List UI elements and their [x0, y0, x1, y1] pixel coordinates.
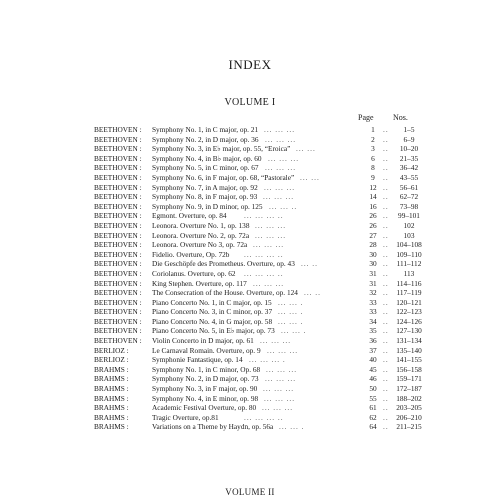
leader-dots-short: .. — [383, 240, 389, 250]
leader-dots-short: .. — [383, 163, 389, 173]
composer-name: BEETHOVEN : — [94, 230, 142, 240]
item-numbers: 172–187 — [396, 384, 422, 394]
index-entry — [94, 192, 474, 202]
page-number: 34 — [369, 316, 377, 326]
item-numbers: 62–72 — [399, 192, 419, 202]
index-entry — [94, 346, 474, 356]
leader-dots-short: .. — [383, 297, 389, 307]
composer-name: BEETHOVEN : — [94, 278, 142, 288]
composer-name: BEETHOVEN : — [94, 326, 142, 336]
composer-name: BEETHOVEN : — [94, 316, 142, 326]
leader-dots-short: .. — [383, 220, 389, 230]
composer-name: BEETHOVEN : — [94, 192, 142, 202]
index-entry — [94, 250, 474, 260]
work-title: Symphony No. 1, in C minor, Op. 68 — [152, 364, 261, 374]
leader-dots: ... ... . — [281, 326, 307, 336]
item-numbers: 21–35 — [399, 153, 419, 163]
work-title: Symphony No. 3, in E♭ major, op. 55, “Eroica” — [152, 144, 291, 154]
item-numbers: 117–119 — [396, 288, 422, 298]
index-entry — [94, 355, 474, 365]
page-number: 32 — [369, 288, 377, 298]
leader-dots-short: .. — [383, 125, 389, 134]
composer-name: BEETHOVEN : — [94, 125, 142, 134]
item-numbers: 188–202 — [396, 393, 422, 403]
item-numbers: 111–112 — [396, 259, 422, 269]
work-title: Le Carnaval Romain. Overture, op. 9 — [152, 345, 261, 355]
index-entry — [94, 240, 474, 250]
item-numbers: 203–205 — [396, 403, 422, 413]
page-title: INDEX — [228, 57, 272, 72]
volume-heading-2: VOLUME II — [225, 487, 275, 497]
leader-dots: ... ... ... — [265, 134, 297, 144]
leader-dots-short: .. — [383, 384, 389, 394]
index-entry — [94, 374, 474, 384]
item-numbers: 120–121 — [396, 297, 422, 307]
item-numbers: 141–155 — [396, 355, 422, 365]
work-title: Piano Concerto No. 5, in E♭ major, op. 73 — [152, 326, 275, 336]
page-number: 30 — [369, 249, 377, 259]
leader-dots: ... ... ... — [268, 153, 300, 163]
page-number: 6 — [371, 153, 375, 163]
work-title: Piano Concerto No. 1, in C major, op. 15 — [152, 297, 272, 307]
work-title: Piano Concerto No. 4, in G major, op. 58 — [152, 316, 273, 326]
work-title: Egmont. Overture, op. 84 — [152, 211, 227, 221]
index-entry — [94, 163, 474, 173]
item-numbers: 102 — [403, 220, 415, 230]
page-number: 31 — [369, 278, 377, 288]
leader-dots: ... ... ... — [267, 345, 299, 355]
leader-dots-short: .. — [383, 326, 389, 336]
leader-dots-short: .. — [383, 211, 389, 221]
leader-dots-short: .. — [383, 249, 389, 259]
leader-dots: ... ... . — [278, 316, 304, 326]
index-entry — [94, 317, 474, 327]
work-title: Academic Festival Overture, op. 80 — [152, 403, 257, 413]
leader-dots-short: .. — [383, 336, 389, 346]
leader-dots-short: .. — [383, 278, 389, 288]
item-numbers: 135–140 — [396, 345, 422, 355]
leader-dots: ... .. — [301, 259, 318, 269]
leader-dots: ... ... ... — [265, 374, 297, 384]
index-entries — [94, 125, 474, 432]
leader-dots-short: .. — [383, 307, 389, 317]
work-title: Fidelio. Overture, Op. 72b — [152, 249, 230, 259]
index-entry — [94, 144, 474, 154]
leader-dots: ... ... . — [279, 422, 305, 432]
composer-name: BEETHOVEN : — [94, 144, 142, 154]
leader-dots-short: .. — [383, 422, 389, 432]
work-title: King Stephen. Overture, op. 117 — [152, 278, 247, 288]
composer-name: BEETHOVEN : — [94, 182, 142, 192]
index-entry — [94, 336, 474, 346]
work-title: Symphony No. 5, in C minor, op. 67 — [152, 163, 259, 173]
index-entry — [94, 183, 474, 193]
leader-dots: ... ... ... — [262, 403, 294, 413]
page-number: 62 — [369, 412, 377, 422]
composer-name: BRAHMS : — [94, 393, 129, 403]
work-title: The Consecration of the House. Overture, op. 124 — [152, 288, 298, 298]
leader-dots-short: .. — [383, 182, 389, 192]
composer-name: BRAHMS : — [94, 403, 129, 413]
item-numbers: 104–108 — [396, 240, 422, 250]
work-title: Leonora. Overture No. 2, op. 72a — [152, 230, 250, 240]
leader-dots: ... ... . — [278, 297, 304, 307]
composer-name: BEETHOVEN : — [94, 134, 142, 144]
page-number: 26 — [369, 220, 377, 230]
item-numbers: 113 — [403, 268, 415, 278]
work-title: Leonora. Overture No. 1, op. 138 — [152, 220, 250, 230]
page-number: 37 — [369, 345, 377, 355]
leader-dots-short: .. — [383, 172, 389, 182]
page-number: 27 — [369, 230, 377, 240]
index-entry — [94, 307, 474, 317]
work-title: Tragic Overture, op.81 — [152, 412, 219, 422]
leader-dots: ... ... ... — [263, 384, 295, 394]
index-entry — [94, 154, 474, 164]
leader-dots: ... ... ... — [253, 240, 285, 250]
leader-dots-short: .. — [383, 403, 389, 413]
composer-name: BEETHOVEN : — [94, 201, 142, 211]
index-entry — [94, 231, 474, 241]
index-entry — [94, 259, 474, 269]
leader-dots-short: .. — [383, 201, 389, 211]
work-title: Leonora. Overture No 3, op. 72a — [152, 240, 248, 250]
work-title: Symphony No. 4, in E minor, op. 98 — [152, 393, 259, 403]
index-entry — [94, 394, 474, 404]
page-number: 46 — [369, 374, 377, 384]
item-numbers: 159–171 — [396, 374, 422, 384]
work-title: Symphony No. 7, in A major, op. 92 — [152, 182, 258, 192]
page-number: 61 — [369, 403, 377, 413]
leader-dots: ... ... ... — [255, 220, 287, 230]
leader-dots: ... ... ... — [264, 125, 296, 134]
leader-dots-short: .. — [383, 144, 389, 154]
work-title: Symphony No. 3, in F major, op. 90 — [152, 384, 258, 394]
composer-name: BEETHOVEN : — [94, 297, 142, 307]
page-number: 12 — [369, 182, 377, 192]
item-numbers: 124–126 — [396, 316, 422, 326]
index-entry — [94, 221, 474, 231]
work-title: Variations on a Theme by Haydn, op. 56a — [152, 422, 274, 432]
leader-dots: ... ... ... .. — [244, 268, 284, 278]
composer-name: BEETHOVEN : — [94, 307, 142, 317]
composer-name: BRAHMS : — [94, 384, 129, 394]
page-number: 31 — [369, 268, 377, 278]
composer-name: BEETHOVEN : — [94, 249, 142, 259]
composer-name: BEETHOVEN : — [94, 153, 142, 163]
page-number: 9 — [371, 172, 375, 182]
composer-name: BEETHOVEN : — [94, 336, 142, 346]
composer-name: BERLIOZ : — [94, 355, 129, 365]
page-number: 28 — [369, 240, 377, 250]
leader-dots-short: .. — [383, 259, 389, 269]
leader-dots-short: .. — [383, 192, 389, 202]
composer-name: BEETHOVEN : — [94, 288, 142, 298]
item-numbers: 6–9 — [403, 134, 415, 144]
index-entry — [94, 288, 474, 298]
leader-dots-short: .. — [383, 288, 389, 298]
composer-name: BEETHOVEN : — [94, 220, 142, 230]
composer-name: BERLIOZ : — [94, 345, 129, 355]
index-entry — [94, 125, 474, 135]
item-numbers: 43–55 — [399, 172, 419, 182]
leader-dots: ... ... — [296, 144, 316, 154]
page-number: 2 — [371, 134, 375, 144]
leader-dots: ... ... ... — [260, 336, 292, 346]
leader-dots-short: .. — [383, 364, 389, 374]
item-numbers: 211–215 — [396, 422, 422, 432]
work-title: Symphony No. 6, in F major, op. 68, “Pastorale” — [152, 172, 295, 182]
page-number: 50 — [369, 384, 377, 394]
index-entry — [94, 269, 474, 279]
composer-name: BEETHOVEN : — [94, 211, 142, 221]
index-entry — [94, 279, 474, 289]
item-numbers: 36–42 — [399, 163, 419, 173]
leader-dots: ... ... ... . — [249, 355, 286, 365]
page-number: 64 — [369, 422, 377, 432]
index-entry — [94, 173, 474, 183]
page-number: 33 — [369, 297, 377, 307]
page-number: 8 — [371, 163, 375, 173]
leader-dots-short: .. — [383, 268, 389, 278]
item-numbers: 103 — [403, 230, 415, 240]
page-number: 30 — [369, 259, 377, 269]
composer-name: BEETHOVEN : — [94, 240, 142, 250]
page-number: 36 — [369, 336, 377, 346]
composer-name: BEETHOVEN : — [94, 268, 142, 278]
composer-name: BEETHOVEN : — [94, 172, 142, 182]
leader-dots: ... ... ... — [253, 278, 285, 288]
work-title: Die Geschöpfe des Prometheus. Overture, op. 43 — [152, 259, 295, 269]
page-number: 35 — [369, 326, 377, 336]
composer-name: BEETHOVEN : — [94, 259, 142, 269]
item-numbers: 156–158 — [396, 364, 422, 374]
leader-dots: ... ... ... — [263, 192, 295, 202]
item-numbers: 127–130 — [396, 326, 422, 336]
page-number: 1 — [371, 125, 375, 134]
composer-name: BRAHMS : — [94, 374, 129, 384]
work-title: Piano Concerto No. 3, in C minor, op. 37 — [152, 307, 273, 317]
leader-dots: ... ... ... — [255, 230, 287, 240]
work-title: Symphony No. 9, in D minor, op. 125 — [152, 201, 263, 211]
work-title: Symphony No. 2, in D major, op. 73 — [152, 374, 259, 384]
leader-dots-short: .. — [383, 134, 389, 144]
composer-name: BRAHMS : — [94, 364, 129, 374]
page-number: 40 — [369, 355, 377, 365]
item-numbers: 10–20 — [399, 144, 419, 154]
leader-dots: ... ... — [300, 172, 320, 182]
leader-dots: ... ... .. — [269, 201, 298, 211]
leader-dots-short: .. — [383, 230, 389, 240]
composer-name: BRAHMS : — [94, 412, 129, 422]
leader-dots: ... ... ... .. — [244, 211, 284, 221]
leader-dots: ... ... . — [278, 307, 304, 317]
volume-heading: VOLUME I — [224, 97, 276, 108]
leader-dots: ... ... ... — [264, 182, 296, 192]
leader-dots: ... ... ... — [265, 163, 297, 173]
item-numbers: 206–210 — [396, 412, 422, 422]
work-title: Coriolanus. Overture, op. 62 — [152, 268, 236, 278]
item-numbers: 73–98 — [399, 201, 419, 211]
page-number: 55 — [369, 393, 377, 403]
leader-dots-short: .. — [383, 393, 389, 403]
index-entry — [94, 365, 474, 375]
index-entry — [94, 384, 474, 394]
leader-dots-short: .. — [383, 412, 389, 422]
nos-column-header: Nos. — [393, 113, 408, 122]
work-title: Symphony No. 4, in B♭ major, op. 60 — [152, 153, 262, 163]
page-number: 26 — [369, 211, 377, 221]
leader-dots-short: .. — [383, 374, 389, 384]
work-title: Symphony No. 8, in F major, op. 93 — [152, 192, 258, 202]
composer-name: BRAHMS : — [94, 422, 129, 432]
page-number: 16 — [369, 201, 377, 211]
page-number: 45 — [369, 364, 377, 374]
index-entry — [94, 326, 474, 336]
work-title: Symphony No. 1, in C major, op. 21 — [152, 125, 259, 134]
leader-dots: ... ... ... .. — [244, 412, 284, 422]
leader-dots-short: .. — [383, 355, 389, 365]
leader-dots: ... .. — [304, 288, 321, 298]
item-numbers: 122–123 — [396, 307, 422, 317]
item-numbers: 131–134 — [396, 336, 422, 346]
leader-dots-short: .. — [383, 153, 389, 163]
work-title: Violin Concerto in D major, op. 61 — [152, 336, 254, 346]
index-entry — [94, 211, 474, 221]
leader-dots: ... ... ... — [264, 393, 296, 403]
work-title: Symphony No. 2, in D major, op. 36 — [152, 134, 259, 144]
index-entry — [94, 135, 474, 145]
leader-dots-short: .. — [383, 316, 389, 326]
work-title: Symphonie Fantastique, op. 14 — [152, 355, 243, 365]
composer-name: BEETHOVEN : — [94, 163, 142, 173]
index-entry — [94, 422, 474, 432]
leader-dots: ... ... ... — [266, 364, 298, 374]
item-numbers: 114–116 — [396, 278, 422, 288]
item-numbers: 109–110 — [396, 249, 422, 259]
index-entry — [94, 413, 474, 423]
page-number: 33 — [369, 307, 377, 317]
index-entry — [94, 298, 474, 308]
item-numbers: 1–5 — [403, 125, 415, 134]
page-number: 3 — [371, 144, 375, 154]
index-entry — [94, 403, 474, 413]
item-numbers: 99–101 — [398, 211, 420, 221]
index-entry — [94, 202, 474, 212]
page-column-header: Page — [358, 113, 374, 122]
leader-dots: ... ... ... .. — [244, 249, 284, 259]
item-numbers: 56–61 — [399, 182, 419, 192]
page-number: 14 — [369, 192, 377, 202]
leader-dots-short: .. — [383, 345, 389, 355]
